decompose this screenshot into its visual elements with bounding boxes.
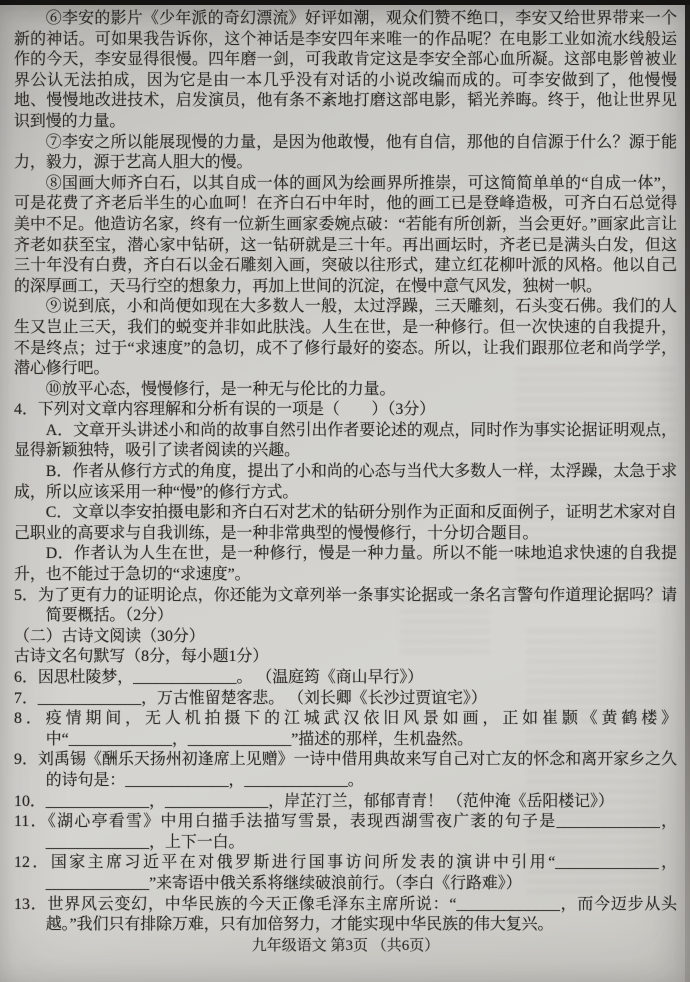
item-text: 因思杜陵梦，_____________。 （温庭筠《商山早行》） [37, 669, 424, 686]
essay-paragraph-9: ⑨说到底，小和尚便如现在大多数人一般，太过浮躁，三天雕刻，石头变石佛。我们的人生又岂止三天，我们的蜕变并非如此肤浅。人生在世，是一种修行。但一次快速的自我提升，不是终点；过于“求速度”的急切，成不了修行最好的姿态。所以，让我们跟那位老和尚学学，潜心修行吧。 [14, 298, 677, 378]
item-number: 11． [14, 813, 48, 831]
item-text: 国家主席习近平在对俄罗斯进行国事访问所发表的演讲中引用“_____________，_____________”来寄语中俄关系将继续破浪前行。（李白《行路难》） [45, 854, 677, 892]
item-text: 《湖心亭看雪》中用白描手法描写雪景，表现西湖雪夜广袤的句子是_____________，_____________，上下一白。 [45, 813, 677, 851]
item-text: 刘禹锡《酬乐天扬州初逢席上见赠》一诗中借用典故来写自己对亡友的怀念和离开家乡之久的诗句是：_____________，_____________。 [38, 751, 677, 789]
question-4-option-c: C．文章以李安拍摄电影和齐白石对艺术的钻研分别作为正面和反面例子，证明艺术家对自己职业的高要求与自我训练，是一种非常典型的慢慢修行，十分切合题目。 [14, 504, 677, 542]
poetry-section-heading: （二）古诗文阅读（30分） [14, 627, 205, 645]
poetry-item-8 [14, 709, 677, 750]
item-number: 7． [14, 689, 38, 707]
item-number: 13． [14, 895, 48, 913]
item-text: 疫情期间，无人机拍摄下的江城武汉依旧风景如画，正如崔颢《黄鹤楼》中“_____________，_____________”描述的那样，生机盎然。 [45, 710, 678, 748]
item-text: _____________，_____________，岸芷汀兰，郁郁青青！ （范仲淹《岳阳楼记》） [45, 792, 614, 810]
poetry-item-12 [14, 853, 677, 894]
item-number: 12． [14, 854, 51, 872]
question-4-option-b: B．作者从修行方式的角度，提出了小和尚的心态与当代大多数人一样，太浮躁，太急于求成，所以应该采用一种“慢”的修行方式。 [14, 463, 677, 501]
question-4-option-a: A．文章开头讲述小和尚的故事自然引出作者要论述的观点，同时作为事实论据证明观点，显得新颖独特，吸引了读者阅读的兴趣。 [14, 421, 678, 460]
poetry-section-subheading: 古诗文名句默写（8分，每小题1分） [14, 648, 269, 666]
poetry-item-9 [14, 750, 677, 791]
poetry-item-11 [14, 812, 677, 853]
page-footer: 九年级语文 第3页 （共6页） [251, 937, 440, 954]
question-4-stem: 4．下列对文章内容理解和分析有误的一项是（ ）（3分） [14, 401, 436, 419]
question-4-option-d: D．作者认为人生在世，是一种修行，慢是一种力量。所以不能一味地追求快速的自我提升，也不能过于急切的“求速度”。 [14, 545, 677, 584]
item-number: 9． [14, 751, 39, 769]
poetry-item-6 [14, 668, 677, 689]
essay-paragraph-6: ⑥李安的影片《少年派的奇幻漂流》好评如潮，观众们赞不绝口，李安又给世界带来一个新的神话。可如果我告诉你，这个神话是李安四年来唯一的作品呢？在电影工业如流水线般运作的今天，李安显得很慢。四年磨一剑，可我敢肯定这是李安全部心血所凝。这部电影曾被业界公认无法拍成，因为它是由一本几乎没有对话的小说改编而成的。可李安做到了，他慢慢地、慢慢地改进技术，启发演员，他有条不紊地打磨这部电影，韬光养晦。终于，他让世界见识到慢的力量。 [14, 10, 677, 130]
poetry-item-13 [14, 895, 677, 936]
item-text: 世界风云变幻，中华民族的今天正像毛泽东主席所说：“_____________，而今迈步从头越。”我们只有排除万难，只有加倍努力，才能实现中华民族的伟大复兴。 [45, 895, 678, 934]
essay-paragraph-7: ⑦李安之所以能展现慢的力量，是因为他敢慢，他有自信，那他的自信源于什么？源于能力，毅力，源于艺高人胆大的慢。 [14, 133, 677, 172]
item-number: 8． [14, 710, 46, 728]
poetry-item-7 [14, 689, 677, 710]
question-5: 5．为了更有力的证明论点，你还能为文章列举一条事实论据或一条名言警句作道理论据吗？请简要概括。（2分） [14, 586, 677, 625]
item-number: 6． [14, 669, 38, 686]
item-number: 10． [14, 792, 46, 810]
item-text: _____________，万古惟留楚客悲。 （刘长卿《长沙过贾谊宅》） [37, 689, 487, 707]
poetry-item-10 [14, 792, 677, 813]
essay-paragraph-10: ⑩放平心态，慢慢修行，是一种无与伦比的力量。 [45, 380, 396, 398]
essay-paragraph-8: ⑧国画大师齐白石，以其自成一体的画风为绘画界所推崇，可这简简单单的“自成一体”，可是花费了齐老后半生的心血呵！在齐白石中年时，他的画工已是登峰造极，可齐白石总觉得美中不足。他造访名家，终有一位新生画家委婉点破：“若能有所创新，当会更好。”画家此言让齐老如获至宝，潜心家中钻研，这一钻研就是三十年。再出画坛时，齐老已是满头白发，但这三十年没有白费，齐白石以金石雕刻入画，突破以往形式，建立红花柳叶派的风格。他以自己的深厚画工，天马行空的想象力，再加上世间的沉淀，在慢中意气风发，独树一帜。 [14, 174, 677, 295]
